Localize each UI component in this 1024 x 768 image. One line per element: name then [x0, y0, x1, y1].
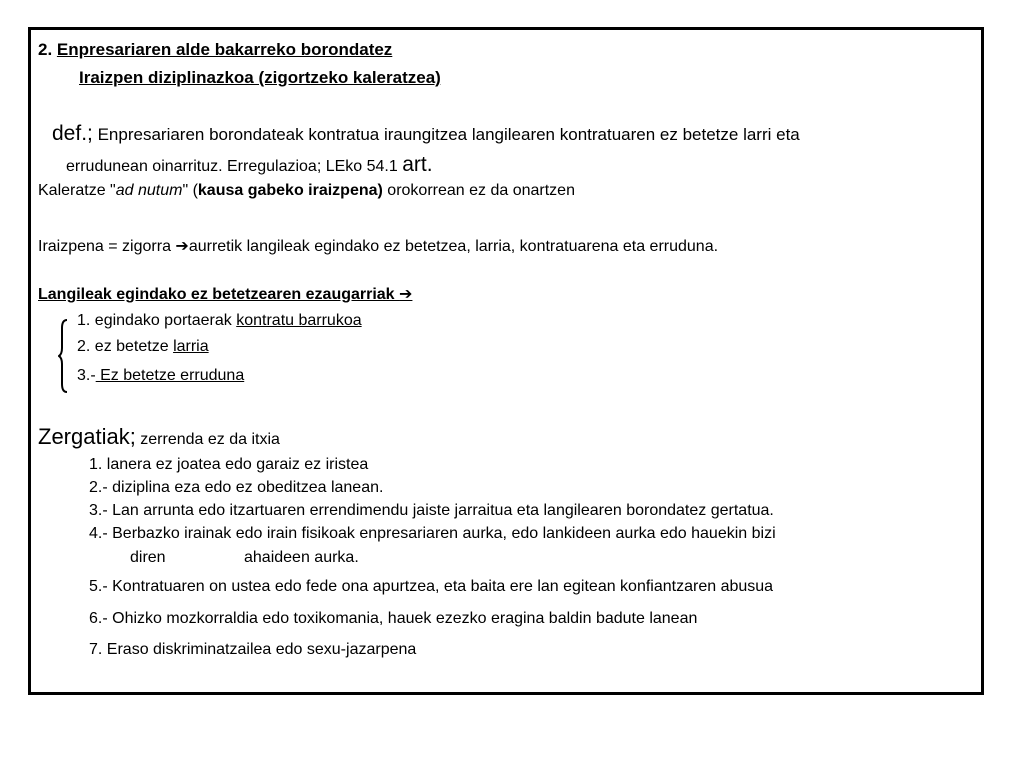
- iraizpena-line: [38, 236, 718, 256]
- kaleratze-suffix: orokorrean ez da onartzen: [382, 182, 575, 199]
- feature-item-1: [77, 312, 362, 330]
- kaleratze-bold: kausa gabeko iraizpena): [197, 182, 383, 199]
- reasons-title: Zergatiak;: [38, 424, 136, 449]
- reason-item-3: 3.- Lan arrunta edo itzartuaren errendimendu jaiste jarraitua eta langilearen borondatez gertatua.: [89, 502, 774, 519]
- def-label: def.;: [52, 122, 93, 145]
- right-arrow-icon: ➔: [175, 238, 189, 255]
- feature-item-2-underlined: larria: [173, 338, 209, 355]
- reason-item-4-cont-b: ahaideen aurka.: [244, 549, 359, 566]
- features-title-line: [38, 284, 412, 304]
- reason-item-4-cont-a: diren: [130, 549, 166, 566]
- feature-item-3-prefix: 3.-: [77, 367, 96, 384]
- feature-item-3: [77, 367, 244, 385]
- feature-item-2: [77, 338, 209, 356]
- features-title: Langileak egindako ez betetzearen ezaugarriak: [38, 286, 400, 303]
- reason-item-5: 5.- Kontratuaren on ustea edo fede ona apurtzea, eta baita ere lan egitean konfiantzaren abusua: [89, 578, 774, 595]
- heading-line-1: [38, 40, 392, 60]
- feature-item-1-underlined: kontratu barrukoa: [236, 312, 362, 329]
- definition-line-2: [66, 153, 433, 177]
- heading-subtitle: Iraizpen diziplinazkoa (zigortzeko kaleratzea): [79, 68, 441, 87]
- kaleratze-prefix: Kaleratze ": [38, 182, 116, 199]
- definition-text-1: Enpresariaren borondateak kontratua iraungitzea langilearen kontratuaren ez betetze larri eta: [92, 125, 800, 144]
- brace-icon: [58, 318, 68, 394]
- feature-item-1-prefix: 1. egindako portaerak: [77, 312, 237, 329]
- heading-title: Enpresariaren alde bakarreko borondatez: [56, 40, 393, 59]
- right-arrow-icon: ➔: [399, 286, 413, 303]
- iraizpena-suffix: aurretik langileak egindako ez betetzea, larria, kontratuarena eta erruduna.: [188, 238, 719, 255]
- iraizpena-prefix: Iraizpena = zigorra: [38, 238, 176, 255]
- ad-nutum: ad nutum: [115, 182, 183, 199]
- reasons-subtitle: zerrenda ez da itxia: [135, 431, 280, 448]
- kaleratze-line: [38, 182, 575, 200]
- kaleratze-mid: " (: [182, 182, 198, 199]
- definition-line-1: [52, 122, 800, 146]
- art-label: art.: [402, 153, 433, 176]
- reason-item-2: 2.- diziplina eza edo ez obeditzea lanean.: [89, 479, 384, 496]
- reason-item-6: 6.- Ohizko mozkorraldia edo toxikomania, hauek ezezko eragina baldin badute lanean: [89, 610, 698, 627]
- feature-item-3-underlined: Ez betetze erruduna: [95, 367, 245, 384]
- feature-item-2-prefix: 2. ez betetze: [77, 338, 174, 355]
- reason-item-7: 7. Eraso diskriminatzailea edo sexu-jazarpena: [89, 641, 417, 658]
- definition-text-2: errudunean oinarrituz. Erregulazioa; LEko 54.1: [66, 158, 403, 175]
- heading-number: 2.: [38, 40, 57, 59]
- reason-item-1: 1. lanera ez joatea edo garaiz ez iristea: [89, 456, 369, 473]
- reason-item-4: 4.- Berbazko irainak edo irain fisikoak enpresariaren aurka, edo lankideen aurka edo hauekin bizi: [89, 525, 776, 542]
- reasons-title-line: [38, 424, 280, 450]
